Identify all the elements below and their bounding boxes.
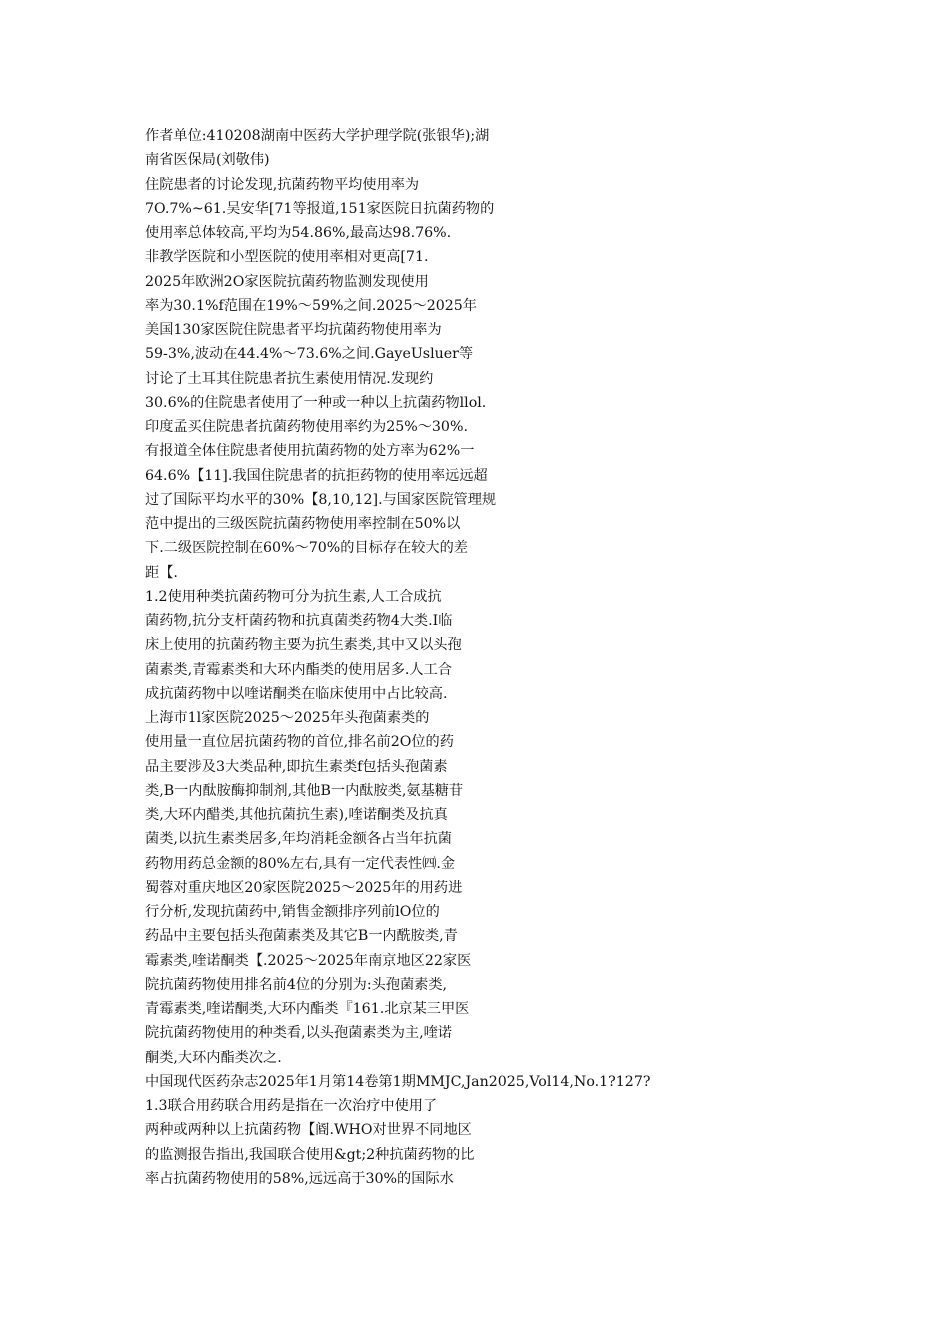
text-line: 床上使用的抗菌药物主要为抗生素类,其中又以头孢 (145, 637, 462, 654)
text-line: 菌素类,青霉素类和大环内酯类的使用居多.人工合 (145, 661, 452, 678)
text-line: 两种或两种以上抗菌药物【阍.WHO对世界不同地区 (145, 1122, 472, 1139)
text-line: 2025年欧洲2O家医院抗菌药物监测发现使用 (145, 273, 429, 290)
text-line: 过了国际平均水平的30%【8,10,12].与国家医院管理规 (145, 491, 497, 508)
text-line: 酮类,大环内酯类次之. (145, 1049, 282, 1066)
text-line: 距【. (145, 564, 178, 581)
text-line: 的监测报告指出,我国联合使用&gt;2种抗菌药物的比 (145, 1146, 475, 1163)
text-line: 64.6%【11].我国住院患者的抗拒药物的使用率远远超 (145, 467, 488, 484)
text-line: 30.6%的住院患者使用了一种或一种以上抗菌药物llol. (145, 394, 487, 411)
text-line: 7O.7%~61.吴安华[71等报道,151家医院日抗菌药物的 (145, 200, 495, 217)
text-line: 类,B一内酞胺酶抑制剂,其他B一内酞胺类,氨基糖苷 (145, 782, 464, 799)
text-line: 药品中主要包括头孢菌素类及其它B一内酰胺类,青 (145, 928, 458, 945)
text-line: 成抗菌药物中以喹诺酮类在临床使用中占比较高. (145, 685, 448, 702)
text-line: 使用量一直位居抗菌药物的首位,排名前2O位的药 (145, 734, 454, 751)
text-line: 菌药物,抗分支杆菌药物和抗真菌类药物4大类.I临 (145, 613, 453, 629)
text-line: 南省医保局(刘敬伟) (145, 152, 270, 169)
text-line: 菌类,以抗生素类居多,年均消耗金额各占当年抗菌 (145, 831, 452, 848)
text-line: 讨论了土耳其住院患者抗生素使用情况.发现约 (145, 370, 434, 387)
text-line: 作者单位:410208湖南中医药大学护理学院(张银华);湖 (145, 128, 490, 144)
article-text (145, 124, 765, 1191)
text-line: 药物用药总金额的80%左右,具有一定代表性㈣.金 (145, 855, 456, 872)
section-heading-line: 1.2使用种类抗菌药物可分为抗生素,人工合成抗 (145, 588, 442, 605)
text-line: 上海市1l家医院2025～2025年头孢菌素类的 (145, 710, 430, 726)
journal-header-line: 中国现代医药杂志2025年1月第14卷第1期MMJC,Jan2025,Vol14,No.1?127? (145, 1073, 651, 1090)
text-line: 有报道全体住院患者使用抗菌药物的处方率为62%一 (145, 443, 475, 460)
text-line: 印度孟买住院患者抗菌药物使用率约为25%～30%. (145, 419, 468, 435)
text-line: 蜀蓉对重庆地区20家医院2025～2025年的用药进 (145, 879, 463, 896)
text-line: 霉素类,喹诺酮类【.2025～2025年南京地区22家医 (145, 952, 472, 969)
section-heading-line: 1.3联合用药联合用药是指在一次治疗中使用了 (145, 1098, 438, 1114)
text-line: 院抗菌药物使用排名前4位的分别为:头孢菌素类, (145, 976, 448, 993)
text-line: 下.二级医院控制在60%～70%的目标存在较大的差 (145, 540, 468, 557)
text-line: 院抗菌药物使用的种类看,以头孢菌素类为主,喹诺 (145, 1025, 452, 1042)
text-line: 品主要涉及3大类品种,即抗生素类f包括头孢菌素 (145, 758, 448, 775)
text-line: 59-3%,波动在44.4%～73.6%之间.GayeUsluer等 (145, 346, 474, 363)
text-line: 使用率总体较高,平均为54.86%,最高达98.76%. (145, 225, 452, 241)
text-line: 行分析,发现抗菌药中,销售金额排序列前lO位的 (145, 904, 440, 920)
text-line: 率为30.1%f范围在19%～59%之间.2025～2025年 (145, 297, 477, 314)
text-line: 美国130家医院住院患者平均抗菌药物使用率为 (145, 322, 442, 338)
text-line: 类,大环内醋类,其他抗菌抗生素),喹诺酮类及抗真 (145, 807, 448, 823)
text-line: 范中提出的三级医院抗菌药物使用率控制在50%以 (145, 516, 461, 532)
text-line: 青霉素类,喹诺酮类,大环内酯类『161.北京某三甲医 (145, 1001, 470, 1017)
text-line: 率占抗菌药物使用的58%,远远高于30%的国际水 (145, 1170, 454, 1187)
text-line: 住院患者的讨论发现,抗菌药物平均使用率为 (145, 176, 420, 193)
text-line: 非教学医院和小型医院的使用率相对更高[71. (145, 249, 429, 266)
